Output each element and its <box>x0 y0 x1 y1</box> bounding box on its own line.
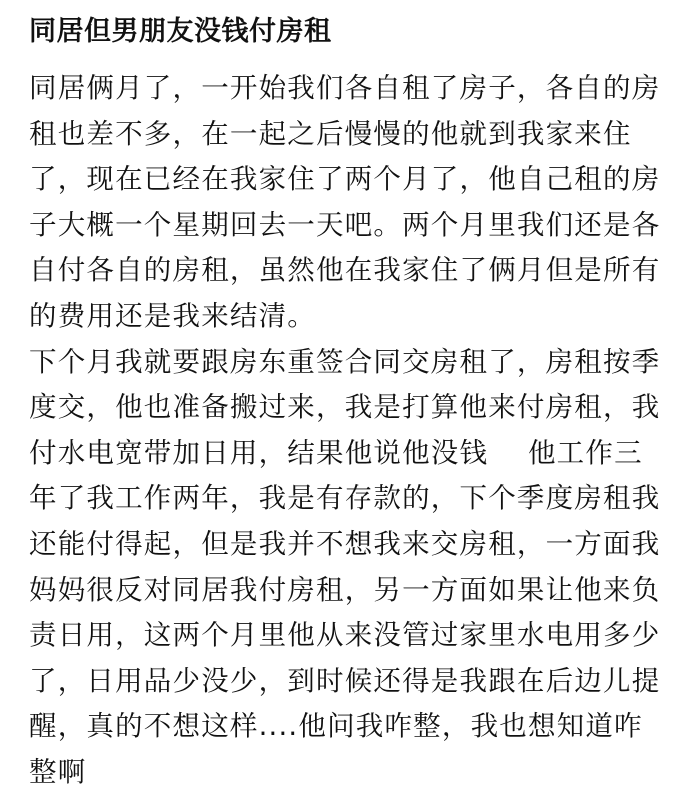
post-paragraph-1: 同居俩月了，一开始我们各自租了房子，各自的房租也差不多，在一起之后慢慢的他就到我家来住了，现在已经在我家住了两个月了，他自己租的房子大概一个星期回去一天吧。两个月里我们还是各自付各自的房租，虽然他在我家住了俩月但是所有的费用还是我来结清。 <box>29 72 661 332</box>
post-title: 同居但男朋友没钱付房租 <box>29 16 332 47</box>
post-paragraph-2: 下个月我就要跟房东重签合同交房租了，房租按季度交，他也准备搬过来，我是打算他来付房租，我付水电宽带加日用，结果他说他没钱 他工作三年了我工作两年，我是有存款的，下个季度房租我还能付得起，但是我并不想我来交房租，一方面我妈妈很反对同居我付房租，另一方面如果让他来负责日用，这两个月里他从来没管过家里水电用多少了，日用品少没少，到时候还得是我跟在后边儿提醒，真的不想这样....他问我咋整，我也想知道咋整啊 <box>29 345 661 788</box>
post-body <box>29 66 666 796</box>
